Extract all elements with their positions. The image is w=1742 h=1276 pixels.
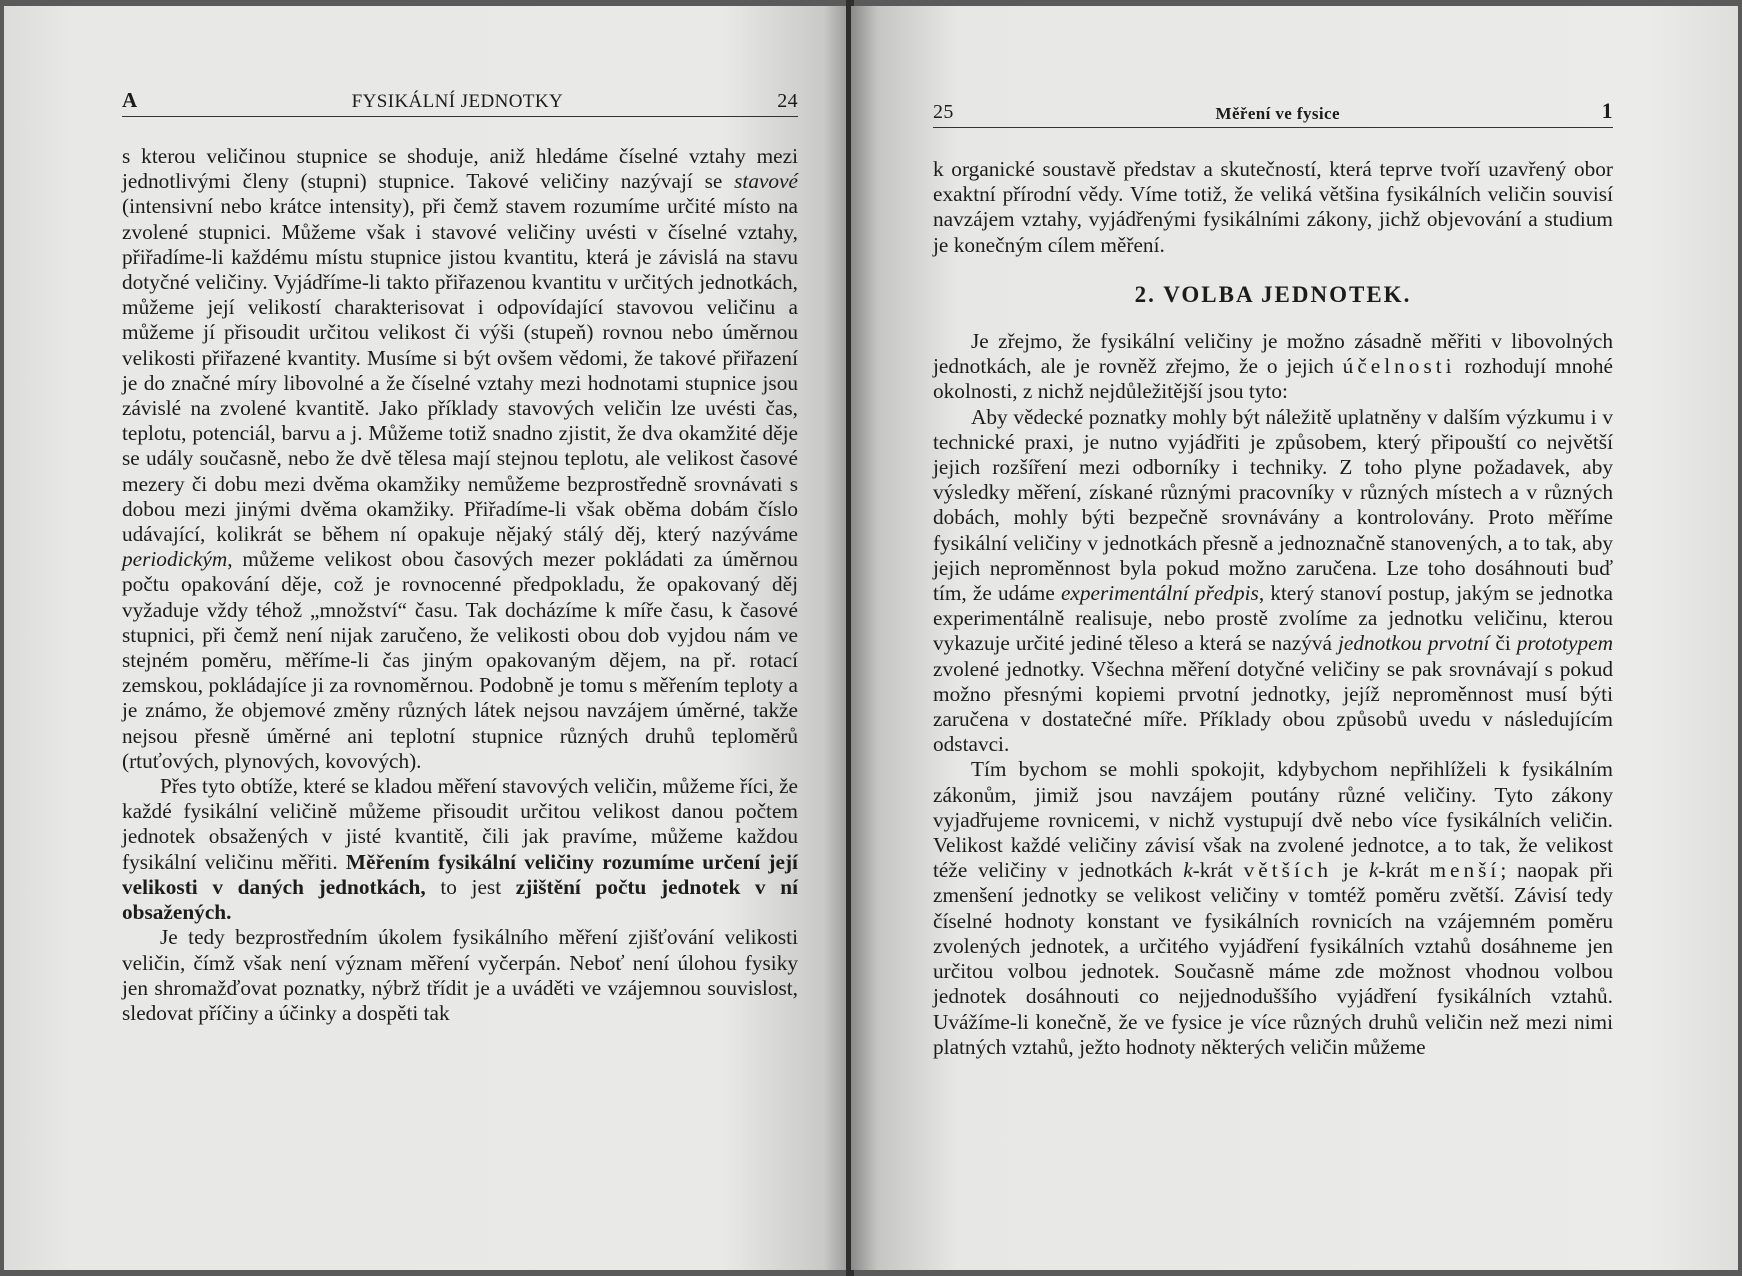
section-heading: 2. VOLBA JEDNOTEK. bbox=[1134, 281, 1412, 307]
emphasis-term: jednotkou prvotní bbox=[1337, 631, 1490, 656]
emphasis-term: stavové bbox=[734, 169, 798, 194]
text-run: či bbox=[1489, 631, 1517, 656]
right-paragraph-1: k organické soustavě představ a skutečností, která teprve tvoří uzavřený obor exaktní přírodní vědy. Víme totiž, že veliká většina fysikálních veličin souvisí navzájem vztahy, vyjádřenými fysikálními zákony, jichž objevování a studium je konečným cílem měření. bbox=[933, 157, 1613, 257]
left-body-text bbox=[122, 144, 798, 1026]
left-paragraph-2 bbox=[122, 774, 798, 925]
spaced-emphasis: větších bbox=[1243, 858, 1332, 883]
text-run: Je zřejmo, že fysikální veličiny je možno zásadně měřiti v libovolných jednotkách, ale je rovněž zřejmo, že o jejich bbox=[933, 329, 1613, 379]
left-paragraph-3: Je tedy bezprostředním úkolem fysikálního měření zjišťování velikosti veličin, čímž však není význam měření vyčerpán. Neboť není úlohou fysiky jen shromažďovat poznatky, nýbrž třídit je a uváděti ve vzájemnou souvislost, sledovat příčiny a účinky a dospěti tak bbox=[122, 925, 798, 1025]
definition-bold: Měřením fysikální veličiny rozumíme určení její velikosti v daných jednotkách, bbox=[122, 849, 798, 899]
text-run: , můžeme velikost obou časových mezer pokládati za úměrnou počtu opakování děje, což je rovnocenné předpokladu, že opakovaný děj vyžaduje vždy téhož „množství“ času. Tak docházíme k míře času, k časové stupnici, při čemž není nijak zaručeno, že velikosti obou dob vyjdou nám ve stejném poměru, měříme-li čas jiným opakovaným dějem, na př. rotací zemskou, pokládajíce ji za rovnoměrnou. Podobně je tomu s měřením teploty a je známo, že objemové změny různých látek nejsou navzájem úměrné, takže nejsou přesně úměrné ani teplotní stupnice různých druhů teploměrů (rtuťových, plynových, kovových). bbox=[122, 547, 798, 773]
text-run: zvolené jednotky. Všechna měření dotyčné veličiny se pak srovnávají s pokud možno přesnými kopiemi prvotní jednotky, jejíž neproměnnost musí býti zaručena v dostatečné míře. Příklady obou způsobů uvedu v následujícím odstavci. bbox=[933, 656, 1613, 757]
left-paragraph-1 bbox=[122, 144, 798, 774]
text-run: ; naopak při zmenšení jednotky se velikost veličiny v tomtéž poměru zvětší. Závisí tedy číselné hodnoty konstant ve fysikálních rovnicích na vzájemném poměru zvolených jednotek, a určitého vyjádření fysikálních vztahů dosáhneme jen určitou volbou jednotek. Současně máme zde možnost vhodnou volbou jednotek dosáhnouti co nejjednoduššího vyjádření fysikálních vztahů. Uvážíme-li konečně, že ve fysice je více různých druhů veličin než mezi nimi platných vztahů, ježto hodnoty některých veličin můžeme bbox=[933, 858, 1613, 1059]
right-paragraph-4 bbox=[933, 757, 1613, 1059]
text-run: s kterou veličinou stupnice se shoduje, aniž hledáme číselné vztahy mezi jednotlivými členy (stupni) stupnice. Takové veličiny nazývají se bbox=[122, 144, 798, 194]
text-run: Tím bychom se mohli spokojit, kdybychom nepřihlíželi k fysikálním zákonům, jimiž jsou navzájem poutány různé veličiny. Tyto zákony vyjadřujeme rovnicemi, v nichž vystupují dvě nebo více fysikálních veličin. Velikost každé veličiny závisí však na zvolené jednotce, a to tak, že velikost téže veličiny v jednotkách bbox=[933, 757, 1613, 883]
emphasis-term: prototypem bbox=[1516, 631, 1613, 656]
text-run: -krát bbox=[1378, 858, 1430, 883]
definition-bold: zjištění počtu jednotek v ní obsažených. bbox=[122, 874, 798, 925]
page-number-right: 25 bbox=[933, 101, 954, 123]
right-running-head bbox=[933, 98, 1613, 128]
right-paragraph-3 bbox=[933, 405, 1613, 758]
text-run: (intensivní nebo krátce intensity), při čemž stavem rozumíme určité místo na zvolené stupnici. Můžeme však i stavové veličiny uvésti v číselné vztahy, přiřadíme-li každému místu stupnice jistou kvantitu, která je závislá na stavu dotyčné veličiny. Vyjádříme-li takto přiřazenou kvantitu v určitých jednotkách, můžeme její velikostí charakterisovat i odpovídající stavovou veličinu a můžeme jí přisoudit určitou velikost či výši (stupeň) rovnou nebo úměrnou velikosti přiřazené kvantity. Musíme si být ovšem vědomi, že takové přiřazení je do značné míry libovolné a že číselné vztahy mezi hodnotami stupnice jsou závislé na zvolené kvantitě. Jako příklady stavových veličin lze uvésti čas, teplotu, potenciál, barvu a j. Můžeme totiž snadno zjistit, že dva okamžité děje se udály současně, nebo že dvě tělesa mají stejnou teplotu, ale velikost časové mezery či dobu mezi dvěma okamžiky nemůžeme bezprostředně srovnávati s dobou mezi jinými dvěma okamžiky. Přiřadíme-li však oběma dobám číslo udávající, kolikrát se během ní opakuje nějaký stálý děj, který nazýváme bbox=[122, 194, 798, 547]
left-running-head bbox=[122, 88, 798, 117]
emphasis-term: experimentální předpis bbox=[1060, 581, 1259, 606]
emphasis-term: periodickým bbox=[122, 547, 228, 572]
text-run: rozhodují mnohé okolnosti, z nichž nejdůležitější jsou tyto: bbox=[933, 354, 1614, 404]
text-run: -krát bbox=[1192, 858, 1244, 883]
text-run: Přes tyto obtíže, které se kladou měření stavových veličin, můžeme říci, že každé fysikální veličině můžeme přisoudit určitou velikost danou počtem jednotek obsažených v jisté kvantitě, čili jak pravíme, můžeme každou fysikální veličinu měřiti. bbox=[122, 774, 798, 874]
spaced-emphasis: menší bbox=[1429, 858, 1501, 883]
left-page bbox=[4, 6, 849, 1270]
chapter-letter: A bbox=[122, 88, 138, 112]
right-page bbox=[851, 6, 1738, 1270]
variable-k: k bbox=[1183, 858, 1193, 883]
right-paragraph-2 bbox=[933, 329, 1613, 405]
text-run: je bbox=[1331, 858, 1369, 883]
right-body-text bbox=[933, 157, 1613, 1060]
book-title: FYSIKÁLNÍ JEDNOTKY bbox=[351, 91, 564, 112]
section-title: Měření ve fysice bbox=[1215, 104, 1340, 123]
variable-k: k bbox=[1368, 858, 1379, 883]
section-number: 1 bbox=[1601, 98, 1613, 123]
text-run: Aby vědecké poznatky mohly být náležitě uplatněny v dalším výzkumu i v technické praxi, je nutno vyjádřiti je způsobem, který připouští co největší jejich rozšíření mezi odborníky i techniky. Z toho plyne požadavek, aby výsledky měření, získané různými pracovníky v různých místech a v různých dobách, mohly býti bezpečně srovnávány a kontrolovány. Proto měříme fysikální veličiny v jednotkách přesně a jednoznačně stanovených, a to tak, aby jejich neproměnnost byla pokud možno zaručena. Lze toho dosáhnouti buď tím, že udáme bbox=[933, 404, 1613, 606]
text-run: to jest bbox=[425, 874, 516, 899]
page-number-left: 24 bbox=[777, 90, 798, 112]
spaced-emphasis: účelnosti bbox=[1342, 354, 1456, 379]
text-run: , který stanoví postup, jakým se jednotka experimentálně realisuje, nebo prostě zvolíme za jednotku veličinu, kterou vykazuje určité jediné těleso a která se nazývá bbox=[933, 581, 1613, 656]
